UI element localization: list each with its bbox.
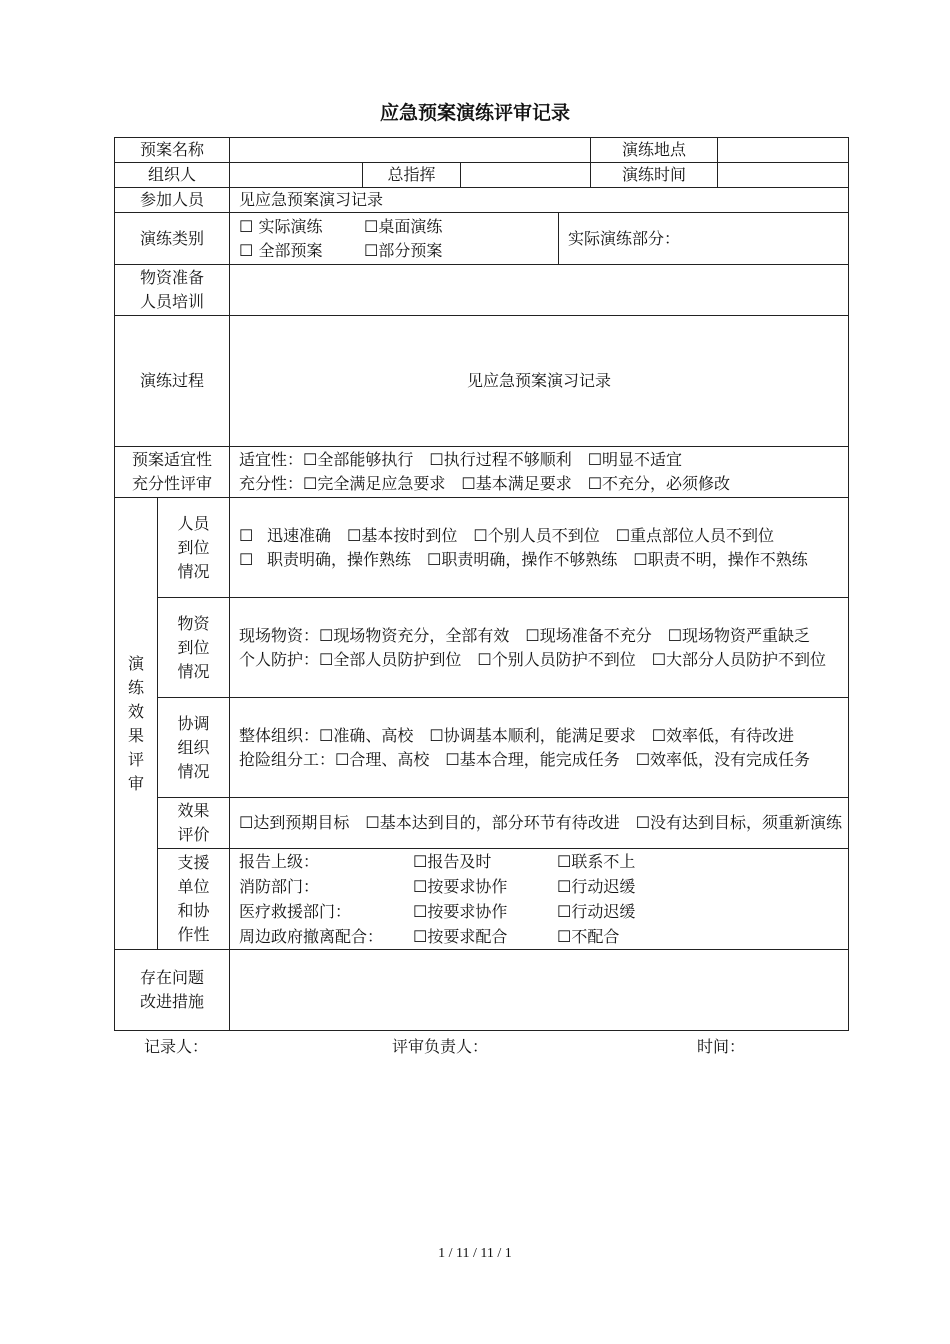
recorder-label: 记录人： xyxy=(144,1037,209,1056)
row-process xyxy=(115,316,849,447)
support-row: 消防部门： ☐按要求协作 ☐行动迟缓 xyxy=(239,877,636,896)
time-label: 演练时间 xyxy=(591,163,718,188)
materials-arrival-label: 物资 到位 情况 xyxy=(158,598,230,698)
row-effect-support xyxy=(115,849,849,950)
row-issues xyxy=(115,950,849,1031)
page-title: 应急预案演练评审记录 xyxy=(379,102,570,124)
evaluation-line[interactable]: ☐达到预期目标 ☐基本达到目的，部分环节有待改进 ☐没有达到目标，须重新演练 xyxy=(239,813,843,832)
materials-line1[interactable]: 现场物资：☐现场物资充分，全部有效 ☐现场准备不充分 ☐现场物资严重缺乏 xyxy=(239,625,811,645)
commander-label: 总指挥 xyxy=(363,163,461,188)
personnel-line2-box[interactable]: ☐ xyxy=(239,549,254,569)
option-partial-plan[interactable]: ☐部分预案 xyxy=(364,240,443,260)
materials-training-label: 物资准备 人员培训 xyxy=(115,265,230,316)
actual-part-cell[interactable] xyxy=(559,213,849,265)
personnel-line2[interactable]: 职责明确，操作熟练 ☐职责明确，操作不够熟练 ☐职责不明，操作不熟练 xyxy=(267,549,808,569)
adequacy-line[interactable]: 充分性：☐完全满足应急要求 ☐基本满足要求 ☐不充分，必须修改 xyxy=(239,474,731,493)
drill-type-label: 演练类别 xyxy=(115,213,230,265)
process-label: 演练过程 xyxy=(115,316,230,447)
option-actual-drill[interactable]: ☐ 实际演练 xyxy=(239,216,323,236)
coordination-line2[interactable]: 抢险组分工：☐合理、高校 ☐基本合理，能完成任务 ☐效率低，没有完成任务 xyxy=(239,749,811,769)
row-effect-coordination xyxy=(115,698,849,798)
process-value: 见应急预案演习记录 xyxy=(230,316,849,447)
organizer-label: 组织人 xyxy=(115,163,230,188)
support-row: 周边政府撤离配合： ☐按要求配合 ☐不配合 xyxy=(239,927,620,946)
actual-part-label: 实际演练部分： xyxy=(568,228,681,248)
suitability-label: 预案适宜性 充分性评审 xyxy=(115,447,230,498)
coordination-label: 协调 组织 情况 xyxy=(158,698,230,798)
materials-training-value[interactable] xyxy=(230,265,849,316)
location-label: 演练地点 xyxy=(591,138,718,163)
row-drill-type xyxy=(115,213,849,265)
row-materials-training xyxy=(115,265,849,316)
row-effect-materials xyxy=(115,598,849,698)
row-suitability xyxy=(115,447,849,498)
suitability-options xyxy=(230,447,849,498)
participants-label: 参加人员 xyxy=(115,188,230,213)
location-value[interactable] xyxy=(718,138,849,163)
row-organizer xyxy=(115,163,849,188)
support-label: 支援 单位 和协 作性 xyxy=(158,849,230,950)
personnel-line1-box[interactable]: ☐ xyxy=(239,525,254,545)
personnel-options xyxy=(230,498,849,598)
effect-review-label: 演 练 效 果 评 审 xyxy=(115,498,158,950)
evaluation-label: 效果 评价 xyxy=(158,798,230,849)
row-effect-evaluation xyxy=(115,798,849,849)
organizer-value[interactable] xyxy=(230,163,363,188)
materials-options xyxy=(230,598,849,698)
support-options xyxy=(230,849,849,950)
time-value[interactable] xyxy=(718,163,849,188)
commander-value[interactable] xyxy=(461,163,591,188)
drill-type-options xyxy=(230,213,559,265)
issues-label: 存在问题 改进措施 xyxy=(115,950,230,1031)
personnel-line1[interactable]: 迅速准确 ☐基本按时到位 ☐个别人员不到位 ☐重点部位人员不到位 xyxy=(267,525,775,545)
support-row: 医疗救援部门： ☐按要求协作 ☐行动迟缓 xyxy=(239,902,636,921)
evaluation-options xyxy=(230,798,849,849)
row-effect-personnel xyxy=(115,498,849,598)
review-form-table xyxy=(114,137,849,1031)
plan-name-value[interactable] xyxy=(230,138,591,163)
issues-value[interactable] xyxy=(230,950,849,1031)
row-participants xyxy=(115,188,849,213)
option-full-plan[interactable]: ☐ 全部预案 xyxy=(239,240,323,260)
materials-line2[interactable]: 个人防护：☐全部人员防护到位 ☐个别人员防护不到位 ☐大部分人员防护不到位 xyxy=(239,649,827,669)
participants-value: 见应急预案演习记录 xyxy=(230,188,849,213)
page-number: 1 / 11 / 11 / 1 xyxy=(438,1246,512,1261)
suitability-line[interactable]: 适宜性：☐全部能够执行 ☐执行过程不够顺利 ☐明显不适宜 xyxy=(239,450,683,469)
personnel-label: 人员 到位 情况 xyxy=(158,498,230,598)
plan-name-label: 预案名称 xyxy=(115,138,230,163)
coordination-options xyxy=(230,698,849,798)
support-row: 报告上级： ☐报告及时 ☐联系不上 xyxy=(239,852,636,871)
reviewer-label: 评审负责人： xyxy=(392,1037,489,1056)
option-tabletop-drill[interactable]: ☐桌面演练 xyxy=(364,216,443,236)
row-plan-name xyxy=(115,138,849,163)
time-footer-label: 时间： xyxy=(697,1037,746,1056)
coordination-line1[interactable]: 整体组织：☐准确、高校 ☐协调基本顺利，能满足要求 ☐效率低，有待改进 xyxy=(239,725,795,745)
